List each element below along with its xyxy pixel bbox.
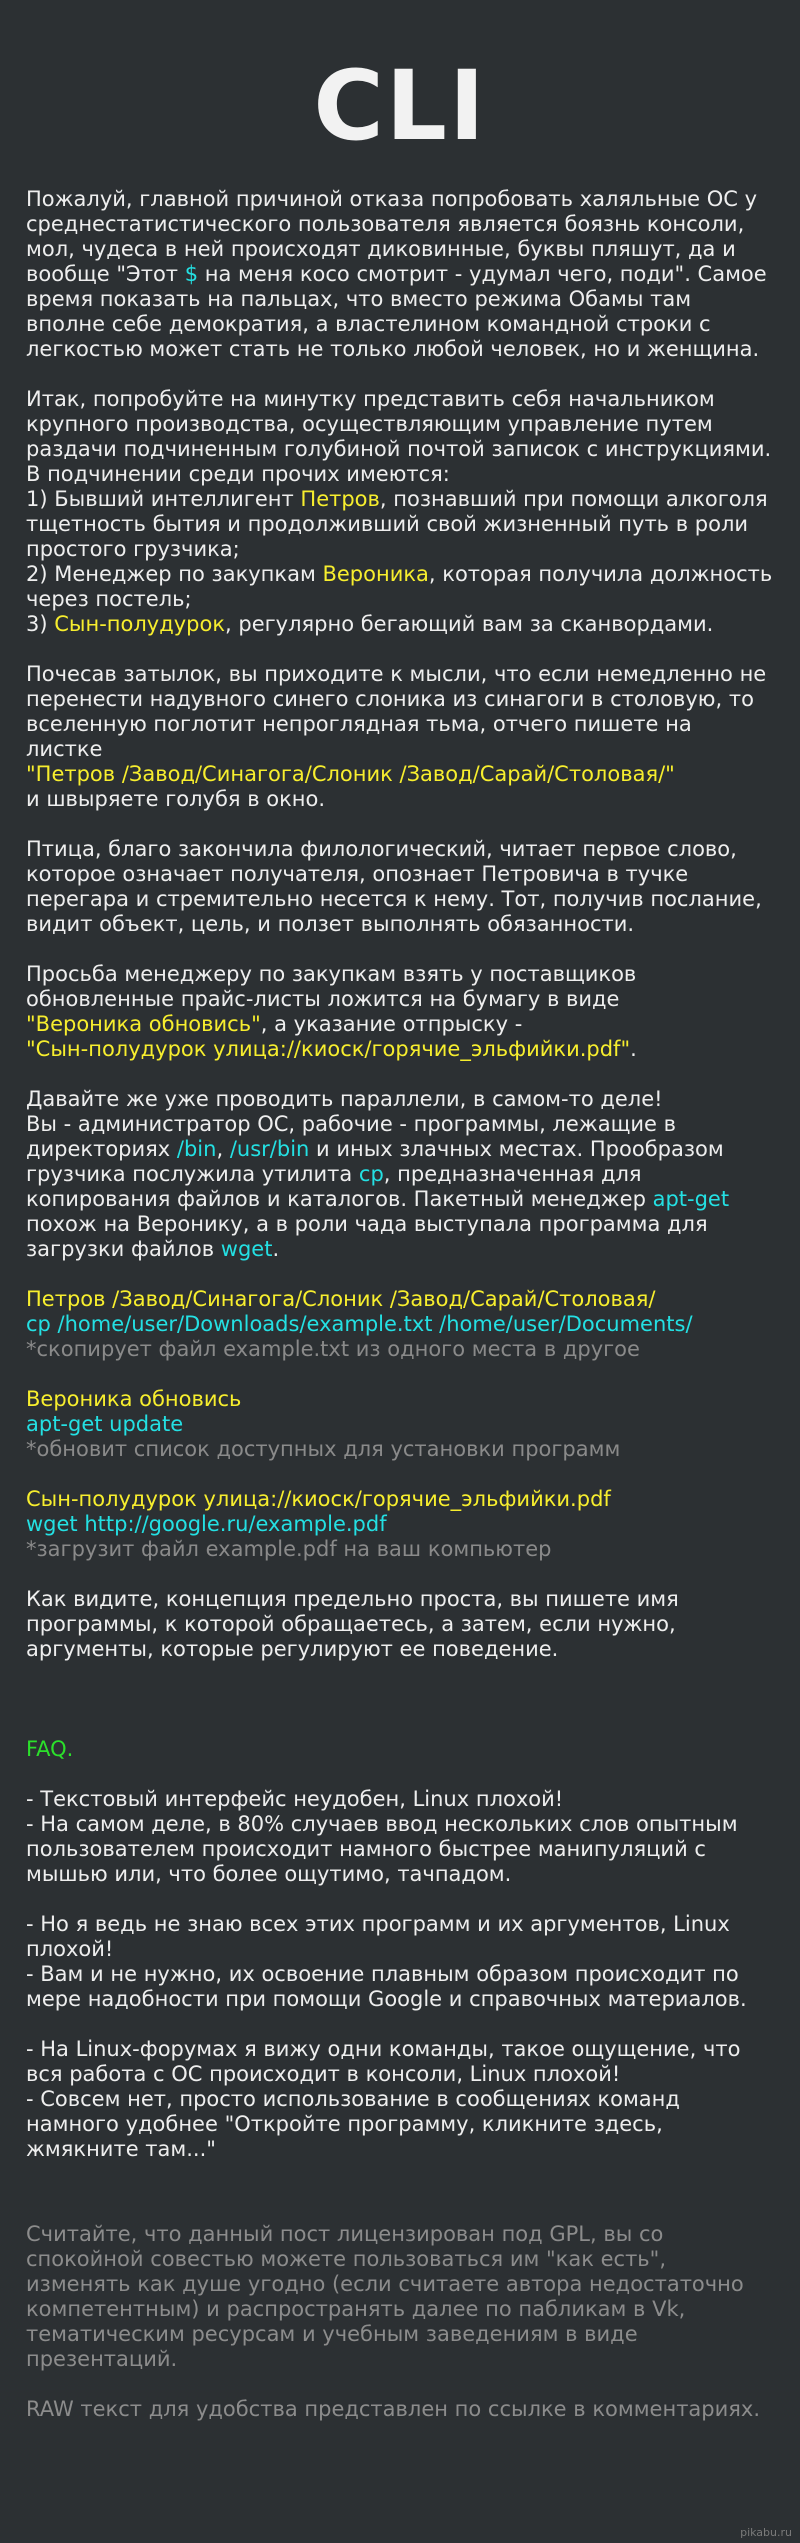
conclusion-paragraph: Как видите, концепция предельно проста, вы пишете имя программы, к которой обращаетесь, а затем, если нужно, аргументы, которые регулируют ее поведение. bbox=[26, 1587, 679, 1661]
item1-prefix: 1) Бывший интеллигент bbox=[26, 487, 301, 511]
item2-prefix: 2) Менеджер по закупкам bbox=[26, 562, 323, 586]
faq-answer-2: - Вам и не нужно, их освоение плавным образом происходит по мере надобности при помощи Google и справочных материалов. bbox=[26, 1962, 747, 2011]
example-cp-note: Петров /Завод/Синагога/Слоник /Завод/Сарай/Столовая/ bbox=[26, 1287, 656, 1311]
bird-paragraph: Птица, благо закончила филологический, читает первое слово, которое означает получателя, опознает Петровича в тучке перегара и стремительно несется к нему. Тот, получив послание, видит объект, цель, и ползет выполнять обязанности. bbox=[26, 837, 762, 936]
parallels-paragraph bbox=[26, 1087, 774, 1262]
example-apt bbox=[26, 1387, 774, 1462]
name-son: Сын-полудурок bbox=[54, 612, 226, 636]
faq-item-2 bbox=[26, 1912, 774, 2012]
note-paragraph bbox=[26, 662, 774, 812]
parallels-text-f: . bbox=[272, 1237, 280, 1261]
license-paragraph: Считайте, что данный пост лицензирован под GPL, вы со спокойной совестью можете пользоваться им "как есть", изменять как душе угодно (если считаете автора недостаточно компетентным) и распространять далее по пабликам в Vk, тематическим ресурсам и учебным заведениям в виде презентаций. bbox=[26, 2222, 744, 2371]
request-veronika: "Вероника обновись" bbox=[26, 1012, 261, 1036]
request-son: "Сын-полудурок улица://киоск/горячие_эльфийки.pdf" bbox=[26, 1037, 631, 1061]
example-apt-command: apt-get update bbox=[26, 1412, 184, 1436]
faq-question-1: - Текстовый интерфейс неудобен, Linux плохой! bbox=[26, 1787, 564, 1811]
name-veronika: Вероника bbox=[322, 562, 429, 586]
note-command: "Петров /Завод/Синагога/Слоник /Завод/Сарай/Столовая/" bbox=[26, 762, 675, 786]
faq-question-2: - Но я ведь не знаю всех этих программ и их аргументов, Linux плохой! bbox=[26, 1912, 730, 1961]
example-apt-note: Вероника обновись bbox=[26, 1387, 242, 1411]
parallels-intro: Давайте же уже проводить параллели, в самом-то деле! bbox=[26, 1087, 663, 1111]
workers-paragraph bbox=[26, 387, 774, 637]
workers-intro: Итак, попробуйте на минутку представить себя начальником крупного производства, осуществляющим управление путем раздачи подчиненным голубиной почтой записок с инструкциями. В подчинении среди прочих имеются: bbox=[26, 387, 772, 486]
dir-usr-bin: /usr/bin bbox=[229, 1137, 310, 1161]
parallels-text-b: Вы - администратор ОС, рабочие - программы, лежащие в директориях bbox=[26, 1112, 676, 1161]
article-body bbox=[0, 187, 800, 2422]
example-cp-command: cp /home/user/Downloads/example.txt /home/user/Documents/ bbox=[26, 1312, 693, 1336]
spacer bbox=[26, 2187, 774, 2222]
item1-text: , познавший при помощи алкоголя тщетность бытия и продолживший свой жизненный путь в роли простого грузчика; bbox=[26, 487, 768, 561]
faq-title: FAQ. bbox=[26, 1737, 74, 1761]
spacer bbox=[26, 1687, 774, 1737]
parallels-text-e: похож на Веронику, а в роли чада выступала программа для загрузки файлов bbox=[26, 1212, 708, 1261]
note-outro: и швыряете голубя в окно. bbox=[26, 787, 326, 811]
requests-end: . bbox=[630, 1037, 637, 1061]
page-title: CLI bbox=[313, 50, 487, 162]
item3-text: , регулярно бегающий вам за сканвордами. bbox=[225, 612, 714, 636]
example-wget bbox=[26, 1487, 774, 1562]
cmd-wget: wget bbox=[220, 1237, 273, 1261]
requests-intro: Просьба менеджеру по закупкам взять у поставщиков обновленные прайс-листы ложится на бумагу в виде bbox=[26, 962, 637, 1011]
faq-question-3: - На Linux-форумах я вижу одни команды, такое ощущение, что вся работа с ОС происходит в консоли, Linux плохой! bbox=[26, 2037, 741, 2086]
example-apt-comment: *обновит список доступных для установки программ bbox=[26, 1437, 621, 1461]
parallels-text-c: и иных злачных местах. Прообразом грузчика послужила утилита bbox=[26, 1137, 724, 1186]
name-petrov: Петров bbox=[300, 487, 380, 511]
parallels-text-d: , предназначенная для копирования файлов и каталогов. Пакетный менеджер bbox=[26, 1162, 653, 1211]
example-wget-note: Сын-полудурок улица://киоск/горячие_эльфийки.pdf bbox=[26, 1487, 611, 1511]
dollar-prompt: $ bbox=[184, 262, 199, 286]
item2-text: , которая получила должность через постель; bbox=[26, 562, 773, 611]
example-wget-url[interactable]: http://google.ru/example.pdf bbox=[84, 1512, 387, 1536]
example-cp bbox=[26, 1287, 774, 1362]
faq-item-3 bbox=[26, 2037, 774, 2162]
faq-answer-1: - На самом деле, в 80% случаев ввод нескольких слов опытным пользователем происходит намного быстрее манипуляций с мышью или, что более ощутимо, тачпадом. bbox=[26, 1812, 738, 1886]
raw-text-note: RAW текст для удобства представлен по ссылке в комментариях. bbox=[26, 2397, 761, 2421]
faq-item-1 bbox=[26, 1787, 774, 1887]
item3-prefix: 3) bbox=[26, 612, 55, 636]
intro-paragraph bbox=[26, 187, 774, 362]
note-intro: Почесав затылок, вы приходите к мысли, что если немедленно не перенести надувного синего слоника из синагоги в столовую, то вселенную поглотит непроглядная тьма, отчего пишете на листке bbox=[26, 662, 767, 761]
dir-bin: /bin bbox=[176, 1137, 217, 1161]
example-cp-comment: *скопирует файл example.txt из одного места в другое bbox=[26, 1337, 640, 1361]
cmd-apt-get: apt-get bbox=[652, 1187, 730, 1211]
parallels-comma: , bbox=[216, 1137, 230, 1161]
example-wget-command: wget bbox=[26, 1512, 85, 1536]
faq-answer-3: - Совсем нет, просто использование в сообщениях команд намного удобнее "Откройте программу, кликните здесь, жмякните там..." bbox=[26, 2087, 680, 2161]
intro-text-b: на меня косо смотрит - удумал чего, поди". Самое время показать на пальцах, что вместо режима Обамы там вполне себе демократия, а властелином командной строки с легкостью может стать не только любой человек, но и женщина. bbox=[26, 262, 767, 361]
intro-text-a: Пожалуй, главной причиной отказа попробовать халяльные ОС у среднестатистического пользователя является боязнь консоли, мол, чудеса в ней происходят диковинные, буквы пляшут, да и вообще "Этот bbox=[26, 187, 758, 286]
cmd-cp: cp bbox=[358, 1162, 384, 1186]
requests-paragraph bbox=[26, 962, 774, 1062]
site-watermark: pikabu.ru bbox=[740, 2526, 792, 2539]
example-wget-comment: *загрузит файл example.pdf на ваш компьютер bbox=[26, 1537, 552, 1561]
requests-mid: , а указание отпрыску - bbox=[260, 1012, 523, 1036]
